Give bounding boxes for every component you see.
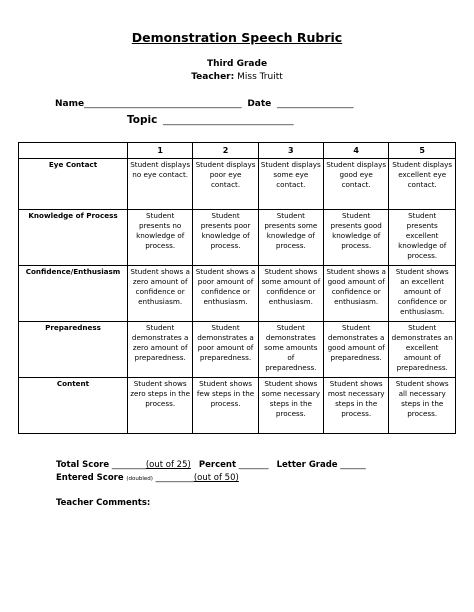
name-label: Name [55, 99, 85, 109]
rubric-cell: Student shows some amount of confidence or enthusiasm. [258, 266, 323, 322]
page-title: Demonstration Speech Rubric [131, 30, 343, 45]
total-score-line [56, 460, 366, 470]
date-field[interactable]: _________________ [277, 99, 354, 109]
percent-label: Percent [198, 460, 237, 470]
table-row [19, 210, 456, 266]
rubric-table [18, 142, 456, 434]
rubric-cell: Student presents no knowledge of process. [128, 210, 193, 266]
table-header-row [19, 143, 456, 159]
entered-out-of: (out of 50) [193, 473, 239, 483]
rubric-cell: Student demonstrates a zero amount of preparedness. [128, 322, 193, 378]
rubric-cell: Student displays poor eye contact. [193, 159, 258, 210]
teacher-line [0, 72, 474, 82]
table-row [19, 322, 456, 378]
rubric-cell: Student shows an excellent amount of confidence or enthusiasm. [389, 266, 456, 322]
rubric-cell: Student displays excellent eye contact. [389, 159, 456, 210]
column-header [19, 143, 128, 159]
rubric-cell: Student shows a good amount of confidence or enthusiasm. [323, 266, 388, 322]
column-header: 3 [258, 143, 323, 159]
letter-grade-label: Letter Grade [276, 460, 338, 470]
rubric-cell: Student shows some necessary steps in the process. [258, 378, 323, 434]
criterion-label: Content [19, 378, 128, 434]
table-row [19, 378, 456, 434]
criterion-label: Eye Contact [19, 159, 128, 210]
topic-field[interactable]: _____________________________ [163, 116, 294, 126]
name-date-line [55, 99, 354, 109]
rubric-cell: Student presents excellent knowledge of process. [389, 210, 456, 266]
rubric-cell: Student shows a poor amount of confidence or enthusiasm. [193, 266, 258, 322]
rubric-cell: Student shows most necessary steps in the process. [323, 378, 388, 434]
teacher-name: Miss Truitt [237, 72, 283, 82]
teacher-comments-label: Teacher Comments: [56, 498, 151, 508]
rubric-cell: Student shows a zero amount of confidence or enthusiasm. [128, 266, 193, 322]
entered-score-line [56, 473, 239, 483]
rubric-cell: Student displays some eye contact. [258, 159, 323, 210]
table-row [19, 159, 456, 210]
rubric-cell: Student demonstrates a good amount of preparedness. [323, 322, 388, 378]
total-score-label: Total Score [56, 460, 110, 470]
rubric-cell: Student presents good knowledge of process. [323, 210, 388, 266]
date-label: Date [247, 99, 272, 109]
name-field[interactable]: ___________________________________ [84, 99, 242, 109]
rubric-cell: Student presents some knowledge of process. [258, 210, 323, 266]
total-score-field[interactable]: ________ [111, 460, 146, 470]
rubric-cell: Student demonstrates a poor amount of preparedness. [193, 322, 258, 378]
column-header: 4 [323, 143, 388, 159]
teacher-comments [56, 498, 150, 508]
table-row [19, 266, 456, 322]
criterion-label: Knowledge of Process [19, 210, 128, 266]
teacher-label: Teacher: [191, 72, 235, 82]
letter-grade-field[interactable]: ______ [340, 460, 366, 470]
rubric-cell: Student demonstrates some amounts of preparedness. [258, 322, 323, 378]
rubric-cell: Student shows zero steps in the process. [128, 378, 193, 434]
entered-score-field[interactable]: _________ [155, 473, 194, 483]
rubric-cell: Student presents poor knowledge of process. [193, 210, 258, 266]
rubric-cell: Student demonstrates an excellent amount of preparedness. [389, 322, 456, 378]
entered-score-label: Entered Score [56, 473, 124, 483]
column-header: 5 [389, 143, 456, 159]
column-header: 2 [193, 143, 258, 159]
rubric-cell: Student shows few steps in the process. [193, 378, 258, 434]
rubric-cell: Student shows all necessary steps in the process. [389, 378, 456, 434]
doubled-label: (doubled) [126, 476, 153, 482]
criterion-label: Preparedness [19, 322, 128, 378]
rubric-cell: Student displays good eye contact. [323, 159, 388, 210]
total-out-of: (out of 25) [145, 460, 191, 470]
grade-label: Third Grade [206, 59, 268, 69]
criterion-label: Confidence/Enthusiasm [19, 266, 128, 322]
rubric-cell: Student displays no eye contact. [128, 159, 193, 210]
topic-line [127, 114, 294, 126]
topic-label: Topic [127, 114, 158, 126]
percent-field[interactable]: _______ [238, 460, 269, 470]
column-header: 1 [128, 143, 193, 159]
